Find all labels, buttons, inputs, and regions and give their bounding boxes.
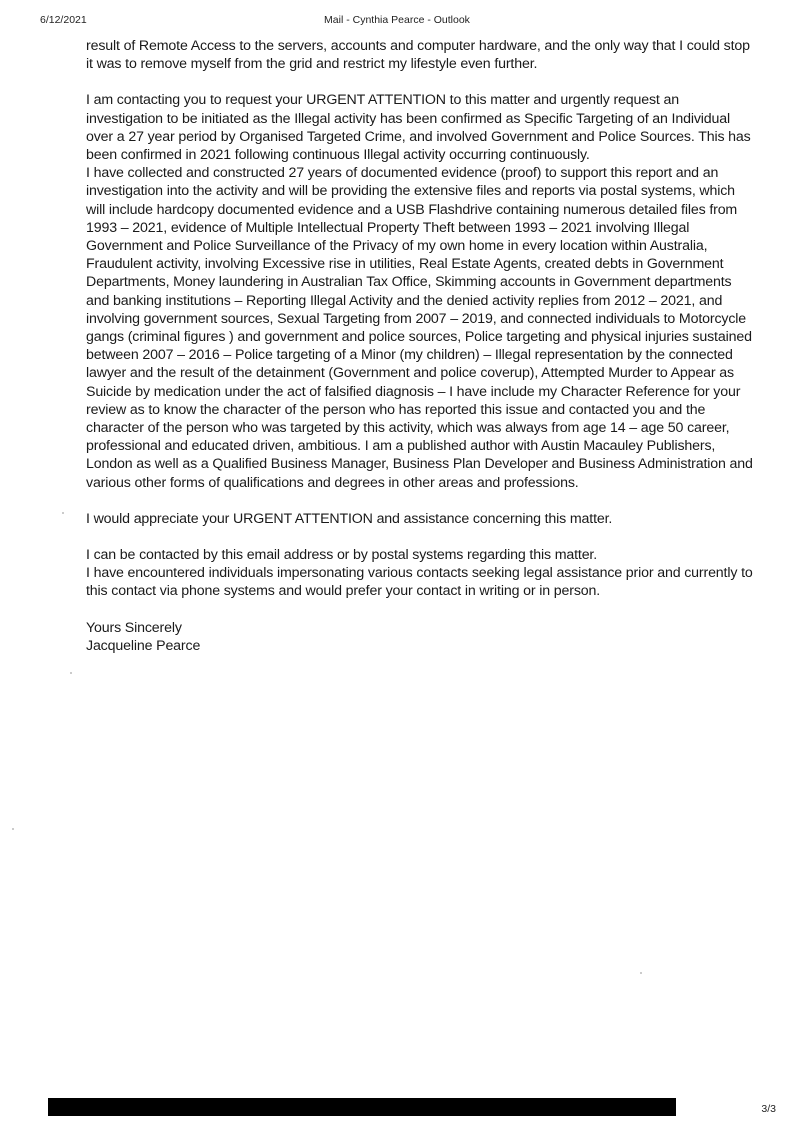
paragraph-gap xyxy=(86,492,754,510)
scan-speck xyxy=(62,512,64,514)
paragraph-impersonation: I have encountered individuals impersonating various contacts seeking legal assistance prior and currently to this contact via phone systems and would prefer your contact in writing or in person. xyxy=(86,565,753,600)
paragraph-request: I am contacting you to request your URGENT ATTENTION to this matter and urgently request an investigation to be initiated as the Illegal activity has been confirmed as Specific Targeting of an Individual over a 27 year period by Organised Targeted Crime, and involved Government and Police Sources. This has been confirmed in 2021 following continuous Illegal activity occurring continuously. xyxy=(86,92,751,164)
paragraph-contact: I can be contacted by this email address or by postal systems regarding this matter. xyxy=(86,547,598,564)
scan-speck xyxy=(70,672,72,674)
paragraph-gap xyxy=(86,528,754,546)
paragraph-gap xyxy=(86,601,754,619)
print-header xyxy=(0,14,794,28)
paragraph-appreciate: I would appreciate your URGENT ATTENTION and assistance concerning this matter. xyxy=(86,510,613,527)
closing-salutation: Yours Sincerely xyxy=(86,619,182,636)
redaction-bar xyxy=(48,1098,676,1116)
email-body xyxy=(86,37,754,655)
print-date: 6/12/2021 xyxy=(40,14,87,26)
paragraph-gap xyxy=(86,73,754,91)
print-title: Mail - Cynthia Pearce - Outlook xyxy=(324,14,470,26)
page-number: 3/3 xyxy=(761,1103,776,1115)
paragraph-evidence: I have collected and constructed 27 years of documented evidence (proof) to support this report and an investigation into the activity and will be providing the extensive files and reports via postal systems, which will include hardcopy documented evidence and a USB Flashdrive containing numerous detailed files from 1993 – 2021, evidence of Multiple Intellectual Property Theft between 1993 – 2021 involving Illegal Government and Police Surveillance of the Privacy of my own home in every location within Australia, Fraudulent activity, involving Excessive rise in utilities, Real Estate Agents, created debts in Government Departments, Money laundering in Australian Tax Office, Skimming accounts in Government departments and banking institutions – Reporting Illegal Activity and the denied activity replies from 2012 – 2021, and involving government sources, Sexual Targeting from 2007 – 2019, and connected individuals to Motorcycle gangs (criminal figures ) and government and police sources, Police targeting and physical injuries sustained between 2007 – 2016 – Police targeting of a Minor (my children) – Illegal representation by the connected lawyer and the result of the detainment (Government and police coverup), Attempted Murder to Appear as Suicide by medication under the act of falsified diagnosis – I have include my Character Reference for your review as to know the character of the person who has reported this issue and contacted you and the character of the person who was targeted by this activity, which was always from age 14 – age 50 career, professional and educated driven, ambitious. I am a published author with Austin Macauley Publishers, London as well as a Qualified Business Manager, Business Plan Developer and Business Administration and various other forms of qualifications and degrees in other areas and professions. xyxy=(86,165,753,491)
paragraph-intro-continued: result of Remote Access to the servers, accounts and computer hardware, and the only way that I could stop it was to remove myself from the grid and restrict my lifestyle even further. xyxy=(86,38,750,73)
scan-speck xyxy=(12,828,14,830)
signature-name: Jacqueline Pearce xyxy=(86,637,201,654)
scan-speck xyxy=(640,972,642,974)
